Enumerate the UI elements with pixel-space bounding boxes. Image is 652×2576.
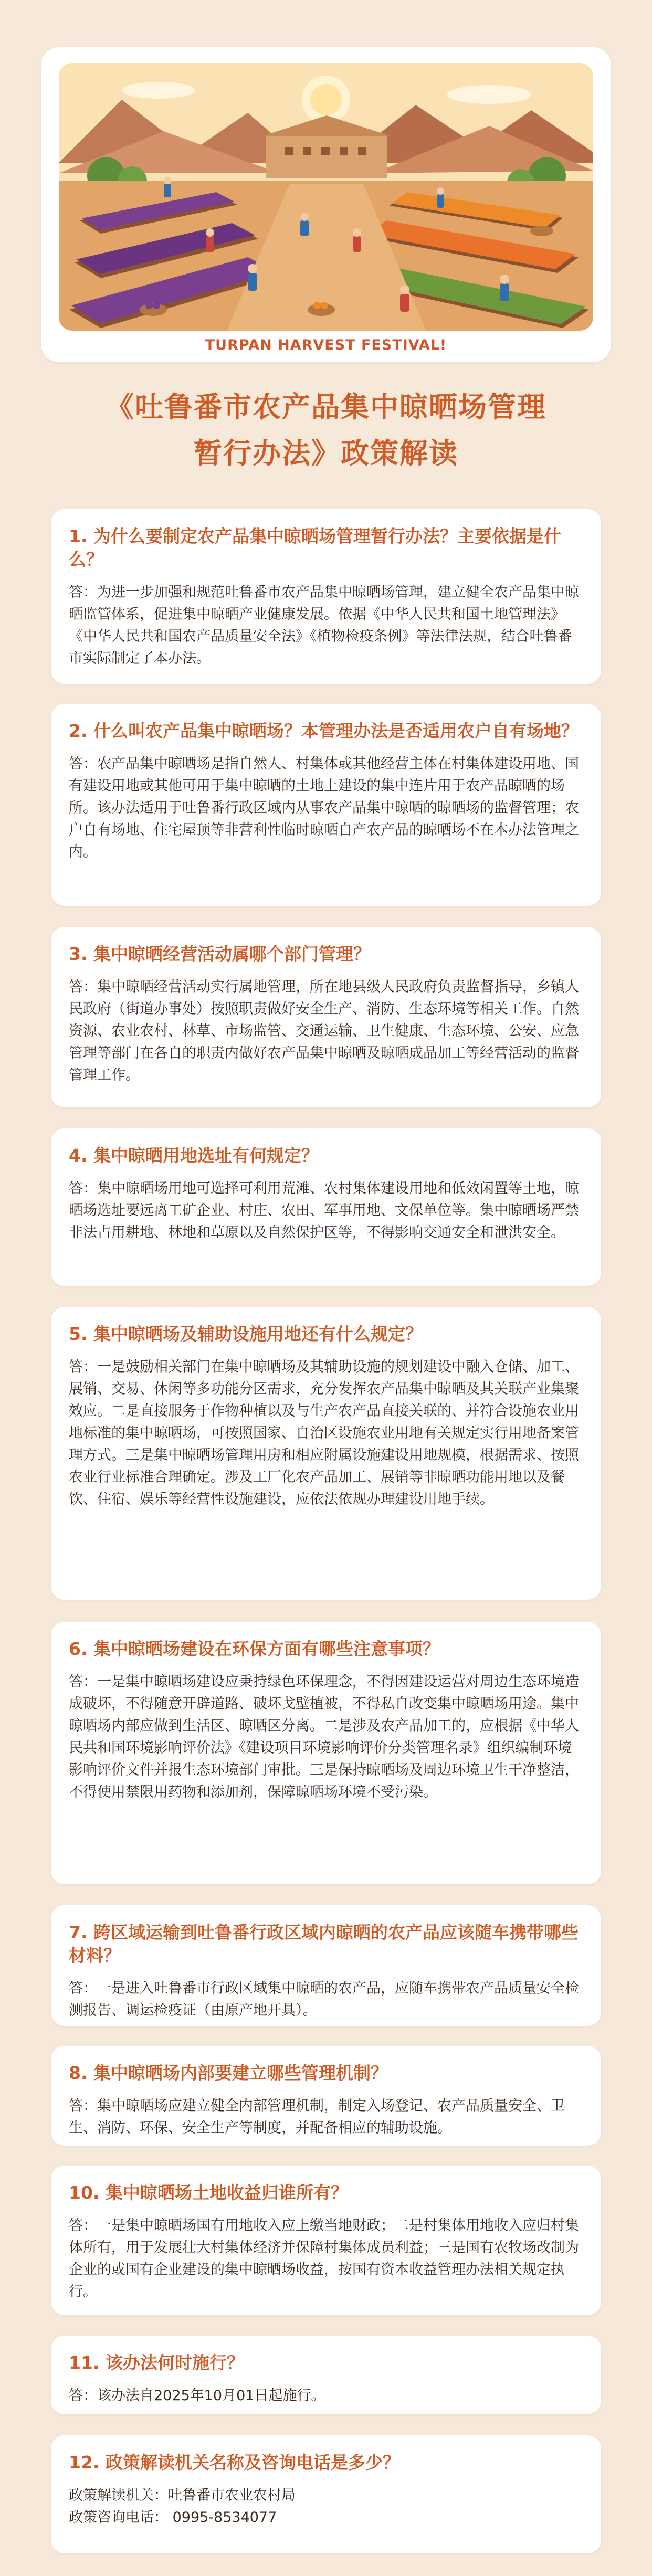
harvest-scene-image: [59, 63, 593, 331]
qa-answer: 政策解读机关：吐鲁番市农业农村局 政策咨询电话： 0995-8534077: [69, 2487, 296, 2526]
qa-card-4: [51, 1128, 601, 1286]
qa-question: 8. 集中晾晒场内部要建立哪些管理机制？: [69, 2063, 388, 2083]
qa-question: 5. 集中晾晒场及辅助设施用地还有什么规定？: [69, 1324, 423, 1344]
hero-caption: TURPAN HARVEST FESTIVAL!: [205, 337, 447, 353]
qa-card-6: [51, 1622, 601, 1884]
qa-card-8: [51, 2046, 601, 2146]
qa-answer: 答：集中晾晒经营活动实行属地管理，所在地县级人民政府负责监督指导，乡镇人民政府（街道办事处）按照职责做好安全生产、消防、生态环境等相关工作。自然资源、农业农村、林草、市场监管、交通运输、卫生健康、生态环境、公安、应急管理等部门在各自的职责内做好农产品集中晾晒及晾晒成品加工等经营活动的监督管理工作。: [69, 979, 579, 1083]
qa-answer: 答：一是集中晾晒场建设应秉持绿色环保理念，不得因建设运营对周边生态环境造成破坏，不得随意开辟道路、破坏戈壁植被，不得私自改变集中晾晒场用途。集中晾晒场内部应做到生活区、晾晒区分离。二是涉及农产品加工的，应根据《中华人民共和国环境影响评价法》《建设项目环境影响评价分类管理名录》组织编制环境影响评价文件并报生态环境部门审批。三是保持晾晒场及周边环境卫生干净整洁，不得使用禁限用药物和添加剂，保障晾晒场环境不受污染。: [69, 1674, 579, 1800]
qa-answer: 答：该办法自2025年10月01日起施行。: [69, 2388, 325, 2404]
qa-question: 7. 跨区域运输到吐鲁番行政区域内晾晒的农产品应该随车携带哪些材料？: [69, 1922, 579, 1966]
qa-question: 3. 集中晾晒经营活动属哪个部门管理？: [69, 944, 371, 964]
qa-question: 10. 集中晾晒场土地收益归谁所有？: [69, 2182, 348, 2203]
qa-card-3: [51, 927, 601, 1107]
qa-question: 11. 该办法何时施行？: [69, 2352, 244, 2373]
qa-answer: 答：集中晾晒场用地可选择可利用荒滩、农村集体建设用地和低效闲置等土地，晾晒场选址要远离工矿企业、村庄、农田、军事用地、文保单位等。集中晾晒场严禁非法占用耕地、林地和草原以及自然保护区等，不得影响交通安全和泄洪安全。: [69, 1180, 579, 1241]
qa-card-11: [51, 2336, 601, 2414]
page-title-line-1: 《吐鲁番市农产品集中晾晒场管理: [106, 390, 546, 424]
qa-answer: 答：为进一步加强和规范吐鲁番市农产品集中晾晒场管理，建立健全农产品集中晾晒监管体系，促进集中晾晒产业健康发展。依据《中华人民共和国土地管理法》《中华人民共和国农产品质量安全法》《植物检疫条例》等法律法规，结合吐鲁番市实际制定了本办法。: [69, 584, 579, 667]
qa-answer: 答：一是鼓励相关部门在集中晾晒场及其辅助设施的规划建设中融入仓储、加工、展销、交易、休闲等多功能分区需求，充分发挥农产品集中晾晒及其关联产业集聚效应。二是直接服务于作物种植以及与生产农产品直接关联的、并符合设施农业用地标准的集中晾晒场，可按照国家、自治区设施农业用地有关规定实行用地备案管理方式。三是集中晾晒场管理用房和相应附属设施建设用地规模，根据需求、按照农业行业标准合理确定。涉及工厂化农产品加工、展销等非晾晒功能用地以及餐饮、住宿、娱乐等经营性设施建设，应依法依规办理建设用地手续。: [69, 1359, 579, 1507]
qa-card-7: [51, 1905, 601, 2026]
qa-card-2: [51, 704, 601, 906]
qa-answer: 答：集中晾晒场应建立健全内部管理机制，制定入场登记、农产品质量安全、卫生、消防、环保、安全生产等制度，并配备相应的辅助设施。: [69, 2098, 565, 2136]
qa-answer: 答：一是集中晾晒场国有用地收入应上缴当地财政；二是村集体用地收入应归村集体所有，用于发展壮大村集体经济并保障村集体成员利益；三是国有农牧场改制为企业的或国有企业建设的集中晾晒场收益，按国有资本收益管理办法相关规定执行。: [69, 2218, 579, 2300]
qa-question: 2. 什么叫农产品集中晾晒场？本管理办法是否适用农户自有场地？: [69, 721, 579, 741]
qa-question: 12. 政策解读机关名称及咨询电话是多少？: [69, 2452, 400, 2473]
qa-card-10: [51, 2166, 601, 2315]
page-title-line-2: 暂行办法》政策解读: [194, 437, 458, 470]
qa-card-12: [51, 2435, 601, 2553]
page-title: [31, 384, 621, 477]
harvest-illustration: [59, 63, 593, 331]
qa-question: 4. 集中晾晒用地选址有何规定？: [69, 1145, 319, 1166]
qa-card-5: [51, 1307, 601, 1600]
qa-answer: 答：一是进入吐鲁番市行政区域集中晾晒的农产品，应随车携带农产品质量安全检测报告、调运检疫证（由原产地开具）。: [69, 1980, 579, 2019]
qa-card-1: [51, 509, 601, 684]
qa-question: 6. 集中晾晒场建设在环保方面有哪些注意事项？: [69, 1639, 440, 1659]
qa-question: 1. 为什么要制定农产品集中晾晒场管理暂行办法？主要依据是什么？: [69, 526, 561, 569]
qa-answer: 答：农产品集中晾晒场是指自然人、村集体或其他经营主体在村集体建设用地、国有建设用地或其他可用于集中晾晒的土地上建设的集中连片用于农产品晾晒的场所。该办法适用于吐鲁番行政区域内从事农产品集中晾晒的晾晒场的监督管理；农户自有场地、住宅屋顶等非营利性临时晾晒自产农产品的晾晒场不在本办法管理之内。: [69, 756, 579, 860]
hero-card: [41, 47, 611, 362]
